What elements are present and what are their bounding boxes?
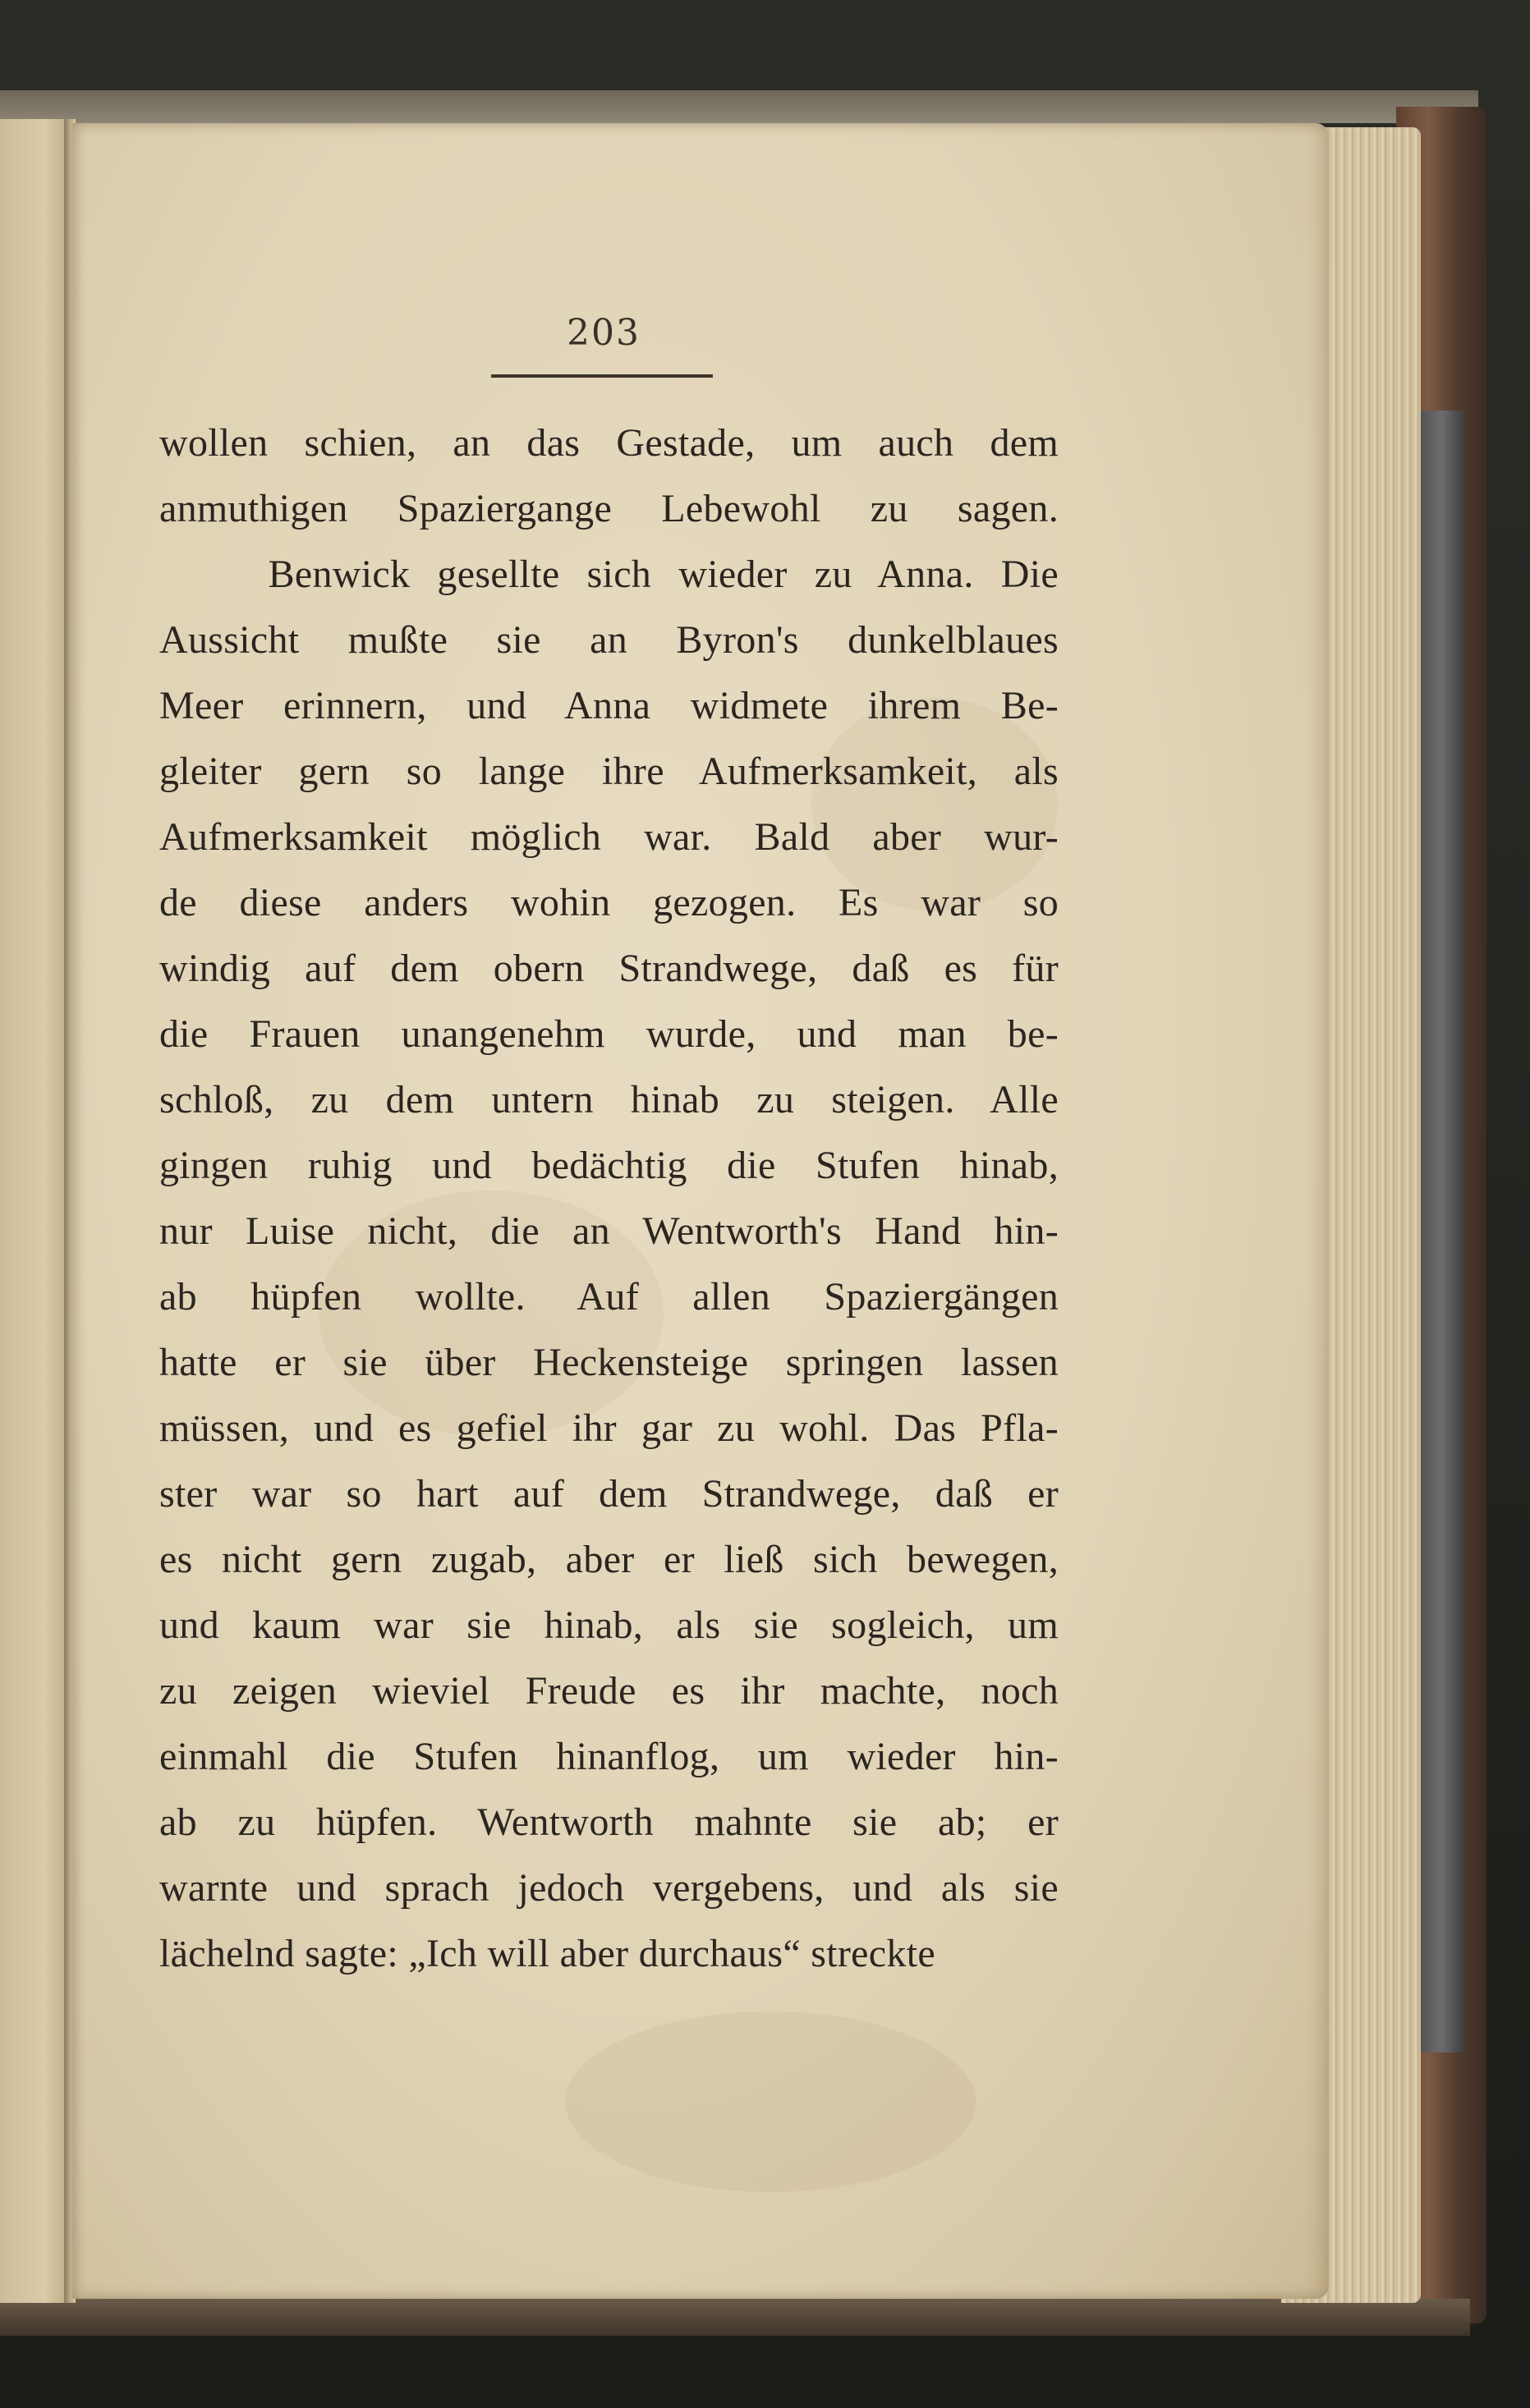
- book-cover-top-edge: [0, 90, 1478, 123]
- text-line: müssen, und es gefiel ihr gar zu wohl. Das Pfla-: [159, 1406, 1059, 1450]
- text-line: Meer erinnern, und Anna widmete ihrem Be-: [159, 684, 1059, 727]
- text-line: und kaum war sie hinab, als sie sogleich, um: [159, 1603, 1059, 1647]
- page-number: 203: [567, 312, 641, 354]
- text-line: ster war so hart auf dem Strandwege, daß er: [159, 1472, 1059, 1516]
- book-cover-bottom-edge: [0, 2299, 1470, 2336]
- body-text: [159, 411, 1059, 1987]
- text-line: schloß, zu dem untern hinab zu steigen. Alle: [159, 1078, 1059, 1121]
- text-line: gleiter gern so lange ihre Aufmerksamkeit, als: [159, 750, 1059, 793]
- text-line: warnte und sprach jedoch vergebens, und als sie: [159, 1866, 1059, 1910]
- text-line: die Frauen unangenehm wurde, und man be-: [159, 1012, 1059, 1056]
- text-line: gingen ruhig und bedächtig die Stufen hinab,: [159, 1144, 1059, 1187]
- paper-stain: [565, 2011, 976, 2192]
- text-line: zu zeigen wieviel Freude es ihr machte, noch: [159, 1669, 1059, 1713]
- text-line: Benwick gesellte sich wieder zu Anna. Die: [159, 553, 1059, 596]
- text-line: es nicht gern zugab, aber er ließ sich bewegen,: [159, 1538, 1059, 1581]
- facing-page-edge: [0, 119, 74, 2303]
- text-line: einmahl die Stufen hinanflog, um wieder hin-: [159, 1735, 1059, 1778]
- text-line: windig auf dem obern Strandwege, daß es für: [159, 947, 1059, 990]
- text-line: anmuthigen Spaziergange Lebewohl zu sagen.: [159, 487, 1059, 530]
- text-line: ab zu hüpfen. Wentworth mahnte sie ab; er: [159, 1800, 1059, 1844]
- text-line: Aussicht mußte sie an Byron's dunkelblaues: [159, 618, 1059, 662]
- text-line: nur Luise nicht, die an Wentworth's Hand hin-: [159, 1209, 1059, 1253]
- text-line: lächelnd sagte: „Ich will aber durchaus“ streckte: [159, 1932, 935, 1975]
- text-line: Aufmerksamkeit möglich war. Bald aber wur-: [159, 815, 1059, 859]
- book-cover-board: [1419, 411, 1464, 2053]
- header-rule: [491, 374, 713, 378]
- text-line: hatte er sie über Heckensteige springen lassen: [159, 1341, 1059, 1384]
- text-line: ab hüpfen wollte. Auf allen Spaziergängen: [159, 1275, 1059, 1319]
- text-line: wollen schien, an das Gestade, um auch dem: [159, 421, 1059, 465]
- text-line: de diese anders wohin gezogen. Es war so: [159, 881, 1059, 924]
